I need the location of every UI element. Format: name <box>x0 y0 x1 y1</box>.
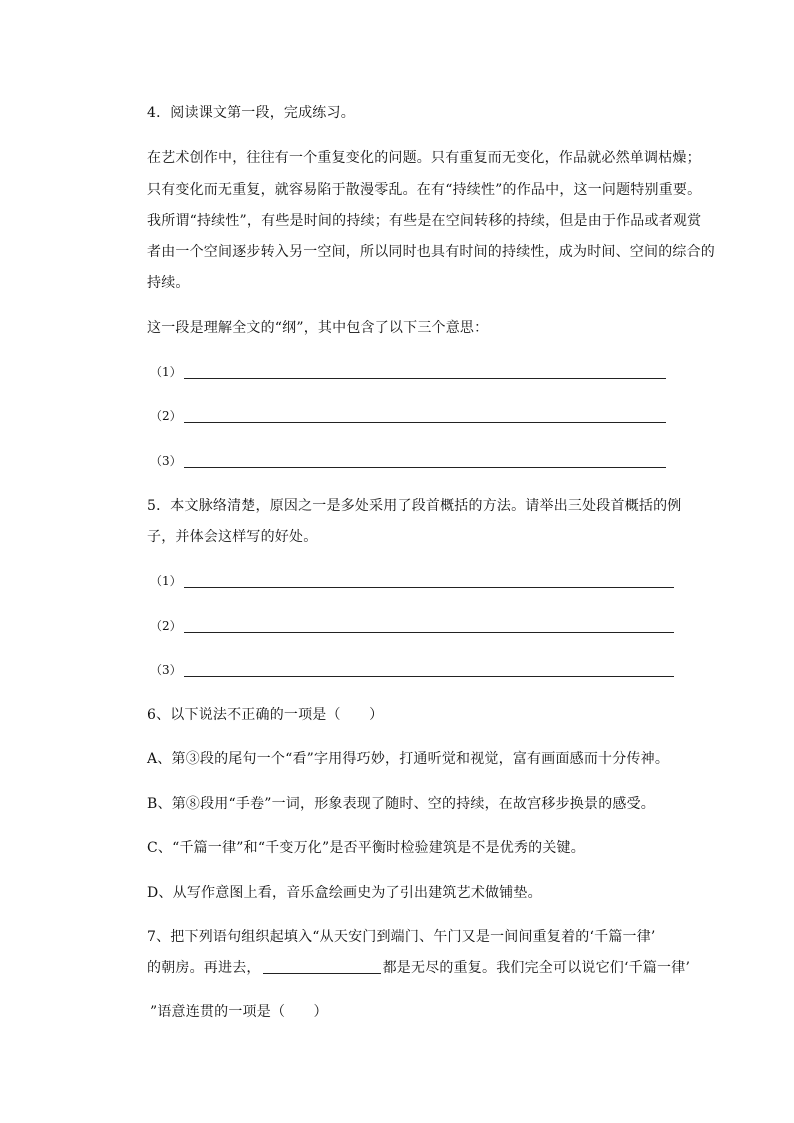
q4-passage-line-4: 者由一个空间逐步转入另一空间，所以同时也具有时间的持续性，成为时间、空间的综合的 <box>147 244 715 260</box>
q6-option-c[interactable]: C、“千篇一律”和“千变万化”是否平衡时检验建筑是不是优秀的关键。 <box>147 840 585 856</box>
q7-line-1: 7、把下列语句组织起填入“从天安门到端门、午门又是一间间重复着的‘千篇一律’ <box>147 929 656 945</box>
q6-option-d[interactable]: D、从写作意图上看，音乐盒绘画史为了引出建筑艺术做铺垫。 <box>147 885 542 901</box>
blank-number: （3） <box>150 454 182 468</box>
q7-line-2-after: 都是无尽的重复。我们完全可以说它们‘千篇一律’ <box>382 960 691 976</box>
q5-answer-blank-1[interactable] <box>150 571 674 591</box>
q5-answer-blank-2[interactable] <box>150 616 674 636</box>
blank-number: （1） <box>150 365 182 379</box>
q4-passage-line-5: 持续。 <box>147 275 190 291</box>
q4-answer-blank-2[interactable] <box>150 406 666 426</box>
answer-line[interactable] <box>184 378 666 379</box>
q5-answer-blank-3[interactable] <box>150 660 674 680</box>
q4-passage-line-1: 在艺术创作中，往往有一个重复变化的问题。只有重复而无变化，作品就必然单调枯燥； <box>147 150 701 166</box>
answer-line[interactable] <box>184 632 674 633</box>
q7-line-2-before: 的朝房。再进去， <box>147 960 261 976</box>
answer-line[interactable] <box>184 467 666 468</box>
answer-line[interactable] <box>184 676 674 677</box>
q4-passage-line-3: 我所谓“持续性”，有些是时间的持续；有些是在空间转移的持续，但是由于作品或者观赏 <box>147 213 702 229</box>
q7-line-2 <box>147 958 690 978</box>
blank-number: （1） <box>150 574 182 588</box>
answer-line[interactable] <box>184 587 674 588</box>
q7-fill-blank[interactable] <box>263 959 381 974</box>
blank-number: （2） <box>150 619 182 633</box>
q4-answer-blank-1[interactable] <box>150 362 666 382</box>
answer-line[interactable] <box>184 422 666 423</box>
q7-line-3: ”语意连贯的一项是（ ） <box>150 1004 328 1020</box>
blank-number: （2） <box>150 409 182 423</box>
blank-number: （3） <box>150 663 182 677</box>
q4-prompt: 这一段是理解全文的“纲”，其中包含了以下三个意思： <box>147 320 489 336</box>
q6-option-a[interactable]: A、第③段的尾句一个“看”字用得巧妙，打通听觉和视觉，富有画面感而十分传神。 <box>147 751 670 767</box>
q6-option-b[interactable]: B、第⑧段用“手卷”一词，形象表现了随时、空的持续，在故宫移步换景的感受。 <box>147 796 656 812</box>
q4-passage-line-2: 只有变化而无重复，就容易陷于散漫零乱。在有“持续性”的作品中，这一问题特别重要。 <box>147 182 702 198</box>
q5-line-1: 5．本文脉络清楚，原因之一是多处采用了段首概括的方法。请举出三处段首概括的例 <box>147 498 682 514</box>
q4-title: 4．阅读课文第一段，完成练习。 <box>147 105 355 121</box>
q5-line-2: 子，并体会这样写的好处。 <box>147 529 318 545</box>
q6-title: 6、以下说法不正确的一项是（ ） <box>147 707 384 723</box>
q4-answer-blank-3[interactable] <box>150 451 666 471</box>
